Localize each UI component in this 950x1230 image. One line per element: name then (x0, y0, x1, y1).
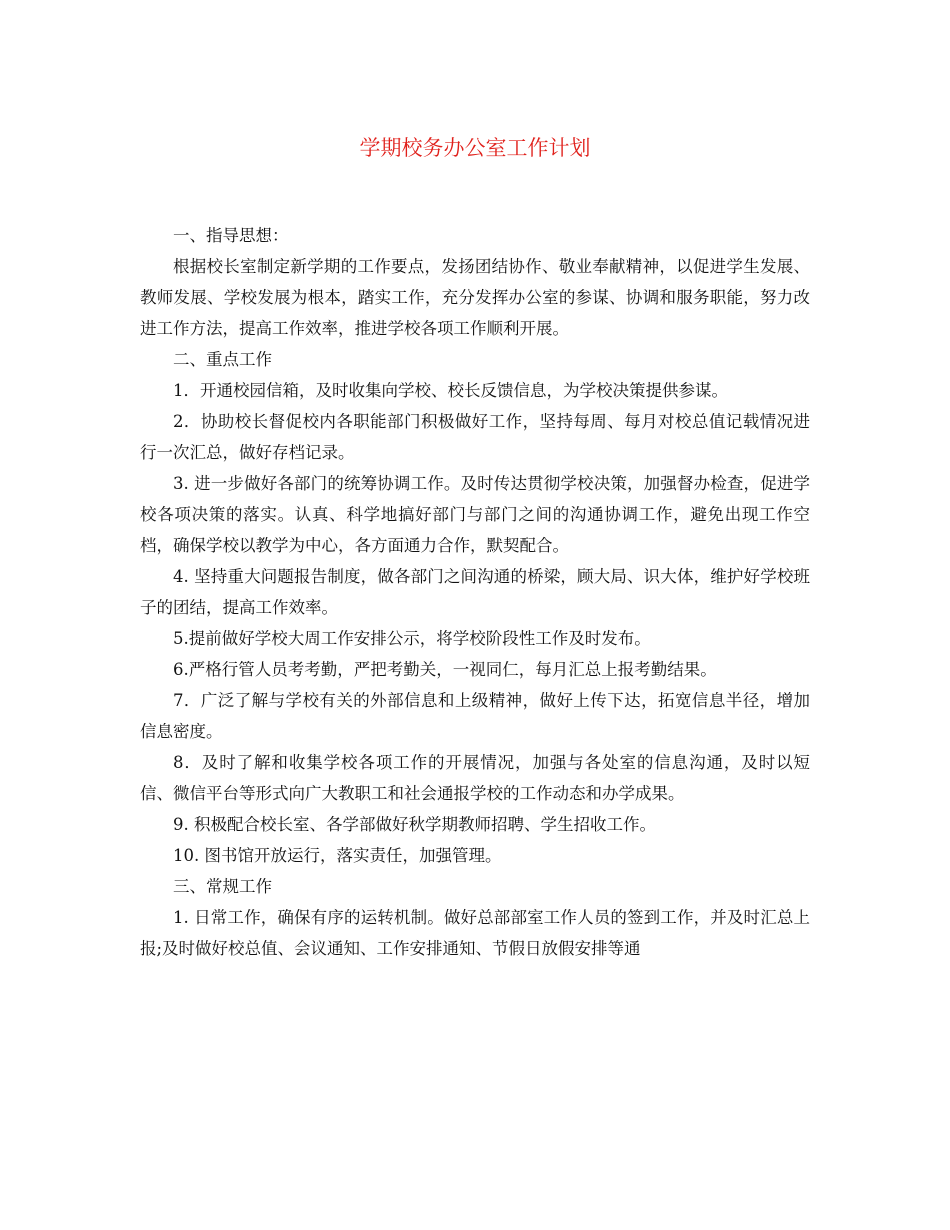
section-heading-guiding-thought: 一、指导思想： (173, 226, 289, 245)
paragraph-key-work-10: 10. 图书馆开放运行，落实责任，加强管理。 (173, 846, 502, 865)
paragraph-key-work-1: 1．开通校园信箱，及时收集向学校、校长反馈信息，为学校决策提供参谋。 (173, 381, 728, 400)
paragraph-key-work-4: 4. 坚持重大问题报告制度，做各部门之间沟通的桥梁，顾大局、识大体，维护好学校班子的团结，提高工作效率。 (140, 567, 810, 617)
paragraph-key-work-8: 8．及时了解和收集学校各项工作的开展情况，加强与各处室的信息沟通，及时以短信、微信平台等形式向广大教职工和社会通报学校的工作动态和办学成果。 (140, 753, 810, 803)
paragraph-key-work-9: 9. 积极配合校长室、各学部做好秋学期教师招聘、学生招收工作。 (173, 815, 656, 834)
paragraph-key-work-5: 5.提前做好学校大周工作安排公示，将学校阶段性工作及时发布。 (173, 629, 651, 648)
paragraph-guiding-thought: 根据校长室制定新学期的工作要点，发扬团结协作、敬业奉献精神，以促进学生发展、教师发展、学校发展为根本，踏实工作，充分发挥办公室的参谋、协调和服务职能，努力改进工作方法，提高工作效率，推进学校各项工作顺利开展。 (140, 257, 810, 338)
paragraph-key-work-7: 7．广泛了解与学校有关的外部信息和上级精神，做好上传下达，拓宽信息半径，增加信息密度。 (140, 691, 810, 741)
document-title: 学期校务办公室工作计划 (359, 136, 591, 160)
paragraph-key-work-2: 2．协助校长督促校内各职能部门积极做好工作，坚持每周、每月对校总值记载情况进行一次汇总，做好存档记录。 (140, 412, 810, 462)
paragraph-key-work-3: 3. 进一步做好各部门的统筹协调工作。及时传达贯彻学校决策，加强督办检查，促进学校各项决策的落实。认真、科学地搞好部门与部门之间的沟通协调工作，避免出现工作空档，确保学校以教学为中心，各方面通力合作，默契配合。 (140, 474, 810, 555)
section-heading-key-work: 二、重点工作 (173, 350, 272, 369)
paragraph-routine-work-1: 1. 日常工作，确保有序的运转机制。做好总部部室工作人员的签到工作，并及时汇总上报;及时做好校总值、会议通知、工作安排通知、节假日放假安排等通 (140, 908, 810, 958)
paragraph-key-work-6: 6.严格行管人员考考勤，严把考勤关，一视同仁，每月汇总上报考勤结果。 (173, 660, 717, 679)
section-heading-routine-work: 三、常规工作 (173, 877, 272, 896)
document-body (140, 220, 810, 964)
